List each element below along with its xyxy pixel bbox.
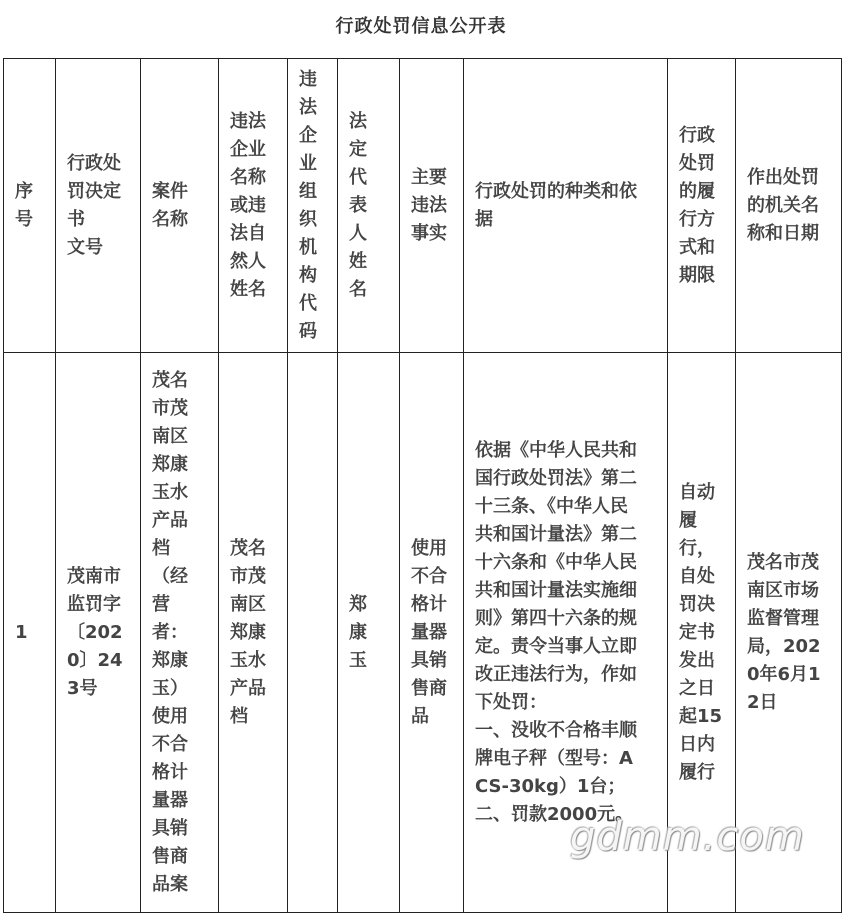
cell-org-code xyxy=(288,353,338,913)
penalty-table xyxy=(3,58,842,913)
watermark: gdmm.com xyxy=(570,814,805,860)
header-party-name: 违法 企业 名称 或违 法自 然人 姓名 xyxy=(219,59,288,353)
page-title: 行政处罚信息公开表 xyxy=(335,16,507,37)
header-penalty-type-basis: 行政处罚的种类和依 据 xyxy=(464,59,668,353)
cell-case-name: 茂名 市茂 南区 郑康 玉水 产品 档 （经 营 者： 郑康 玉） 使用 不合 格计 量器 具销 售商 品案 xyxy=(141,353,219,913)
header-org-code: 违 法 企 业 组 织 机 构 代 码 xyxy=(288,59,338,353)
cell-penalty-type-basis: 依据《中华人民共和 国行政处罚法》第二 十三条、《中华人民 共和国计量法》第二 十六条和《中华人民 共和国计量法实施细 则》第四十六条的规 定。责令当事人立即 改正违法行为，作如 下处罚： 一、没收不合格丰顺 牌电子秤（型号：A CS-30kg）1台； 二、罚款2000元。 xyxy=(464,353,668,913)
header-authority-date: 作出处罚 的机关名 称和日期 xyxy=(736,59,842,353)
header-seq: 序 号 xyxy=(4,59,56,353)
cell-doc-number: 茂南市 监罚字 〔202 0〕24 3号 xyxy=(56,353,141,913)
cell-main-facts: 使用 不合 格计 量器 具销 售商 品 xyxy=(400,353,464,913)
header-legal-representative: 法 定 代 表 人 姓 名 xyxy=(338,59,400,353)
header-row xyxy=(4,59,842,353)
header-main-facts: 主要 违法 事实 xyxy=(400,59,464,353)
cell-party-name: 茂名 市茂 南区 郑康 玉水 产品 档 xyxy=(219,353,288,913)
header-case-name: 案件 名称 xyxy=(141,59,219,353)
header-execution-method: 行政 处罚 的履 行方 式和 期限 xyxy=(668,59,736,353)
cell-seq: 1 xyxy=(4,353,56,913)
cell-authority-date: 茂名市茂 南区市场 监督管理 局，202 0年6月1 2日 xyxy=(736,353,842,913)
cell-legal-representative: 郑 康 玉 xyxy=(338,353,400,913)
cell-execution-method: 自动 履 行， 自处 罚决 定书 发出 之日 起15 日内 履行 xyxy=(668,353,736,913)
header-doc-number: 行政处 罚决定 书 文号 xyxy=(56,59,141,353)
